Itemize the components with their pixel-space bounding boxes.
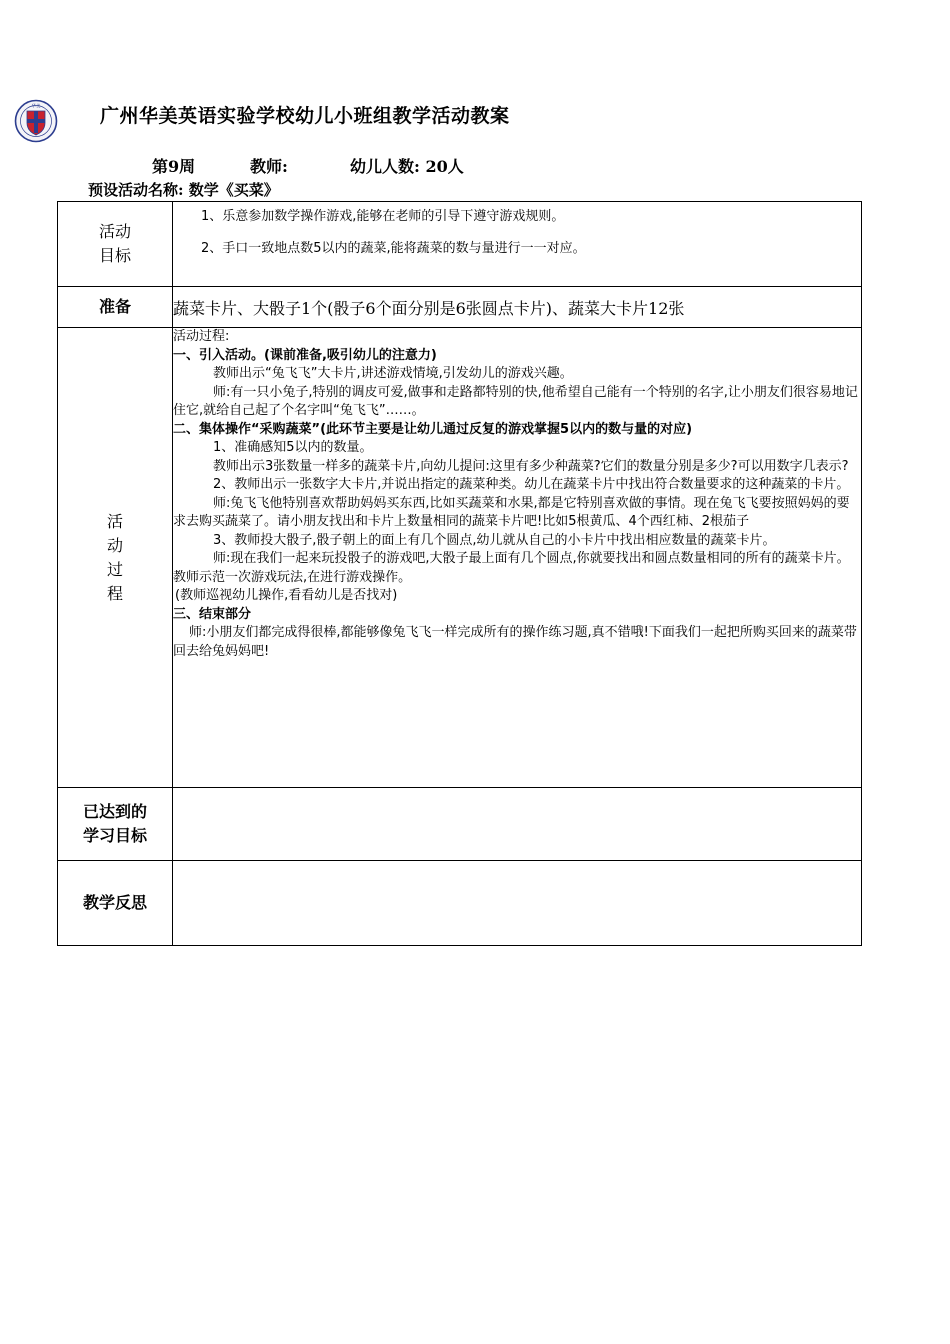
preparation-label: 准备 [58,287,173,328]
reflection-content[interactable] [173,861,862,946]
goal-item: 2、手口一致地点数5以内的蔬菜,能将蔬菜的数与量进行一一对应。 [201,241,586,256]
reflection-label: 教学反思 [58,861,173,946]
paragraph: 师:现在我们一起来玩投骰子的游戏吧,大骰子最上面有几个圆点,你就要找出和圆点数量相同的所有的蔬菜卡片。教师示范一次游戏玩法,在进行游戏操作。 [173,551,850,585]
preparation-row [58,287,862,328]
goals-label: 活动 目标 [58,202,173,287]
school-logo [14,99,58,143]
preparation-text: 蔬菜卡片、大骰子1个(骰子6个面分别是6张圆点卡片)、蔬菜大卡片12张 [173,298,685,318]
note: (教师巡视幼儿操作,看看幼儿是否找对) [175,588,398,603]
achieved-row [58,788,862,861]
week-label: 第9周 [152,157,196,176]
process-label: 活 动 过 程 [58,328,173,788]
section-title: 二、集体操作“采购蔬菜”(此环节主要是让幼儿通过反复的游戏掌握5以内的数与量的对应) [173,421,693,437]
activity-name: 预设活动名称: 数学《买菜》 [88,181,279,199]
lesson-meta [152,154,464,177]
step-title: 1、准确感知5以内的数量。 [213,440,373,455]
paragraph: 教师出示3张数量一样多的蔬菜卡片,向幼儿提问:这里有多少种蔬菜?它们的数量分别是多少?可以用数字几表示? [213,458,849,474]
achieved-label: 已达到的 学习目标 [58,788,173,861]
section-title: 一、引入活动。(课前准备,吸引幼儿的注意力) [173,347,437,363]
process-row [58,328,862,788]
goals-content [173,202,862,287]
goals-row [58,202,862,287]
paragraph: 教师出示“兔飞飞”大卡片,讲述游戏情境,引发幼儿的游戏兴趣。 [213,366,573,381]
svg-text:华美: 华美 [31,104,41,110]
preparation-content [173,287,862,328]
paragraph: 师:兔飞飞他特别喜欢帮助妈妈买东西,比如买蔬菜和水果,都是它特别喜欢做的事情。现在兔飞飞要按照妈妈的要求去购买蔬菜了。请小朋友找出和卡片上数量相同的蔬菜卡片吧!比如5根黄瓜、4个西红柿、2根茄子 [173,495,850,529]
step-title: 3、教师投大骰子,骰子朝上的面上有几个圆点,幼儿就从自己的小卡片中找出相应数量的蔬菜卡片。 [213,532,776,548]
children-count: 幼儿人数: 20人 [350,157,464,176]
achieved-content[interactable] [173,788,862,861]
lesson-plan-table [57,201,862,946]
goal-item: 1、乐意参加数学操作游戏,能够在老师的引导下遵守游戏规则。 [201,209,565,224]
process-content [173,328,862,788]
teacher-label: 教师: [250,157,288,176]
paragraph: 师:小朋友们都完成得很棒,都能够像兔飞飞一样完成所有的操作练习题,真不错哦!下面我们一起把所购买回来的蔬菜带回去给兔妈妈吧! [173,625,857,659]
school-title: 广州华美英语实验学校幼儿小班组教学活动教案 [100,105,510,127]
reflection-row [58,861,862,946]
section-title: 三、结束部分 [173,606,252,622]
process-title: 活动过程: [173,329,230,344]
paragraph: 师:有一只小兔子,特别的调皮可爱,做事和走路都特别的快,他希望自己能有一个特别的名字,让小朋友们很容易地记住它,就给自己起了个名字叫“兔飞飞”……。 [173,384,858,418]
step-title: 2、教师出示一张数字大卡片,并说出指定的蔬菜种类。幼儿在蔬菜卡片中找出符合数量要求的这种蔬菜的卡片。 [213,477,850,492]
